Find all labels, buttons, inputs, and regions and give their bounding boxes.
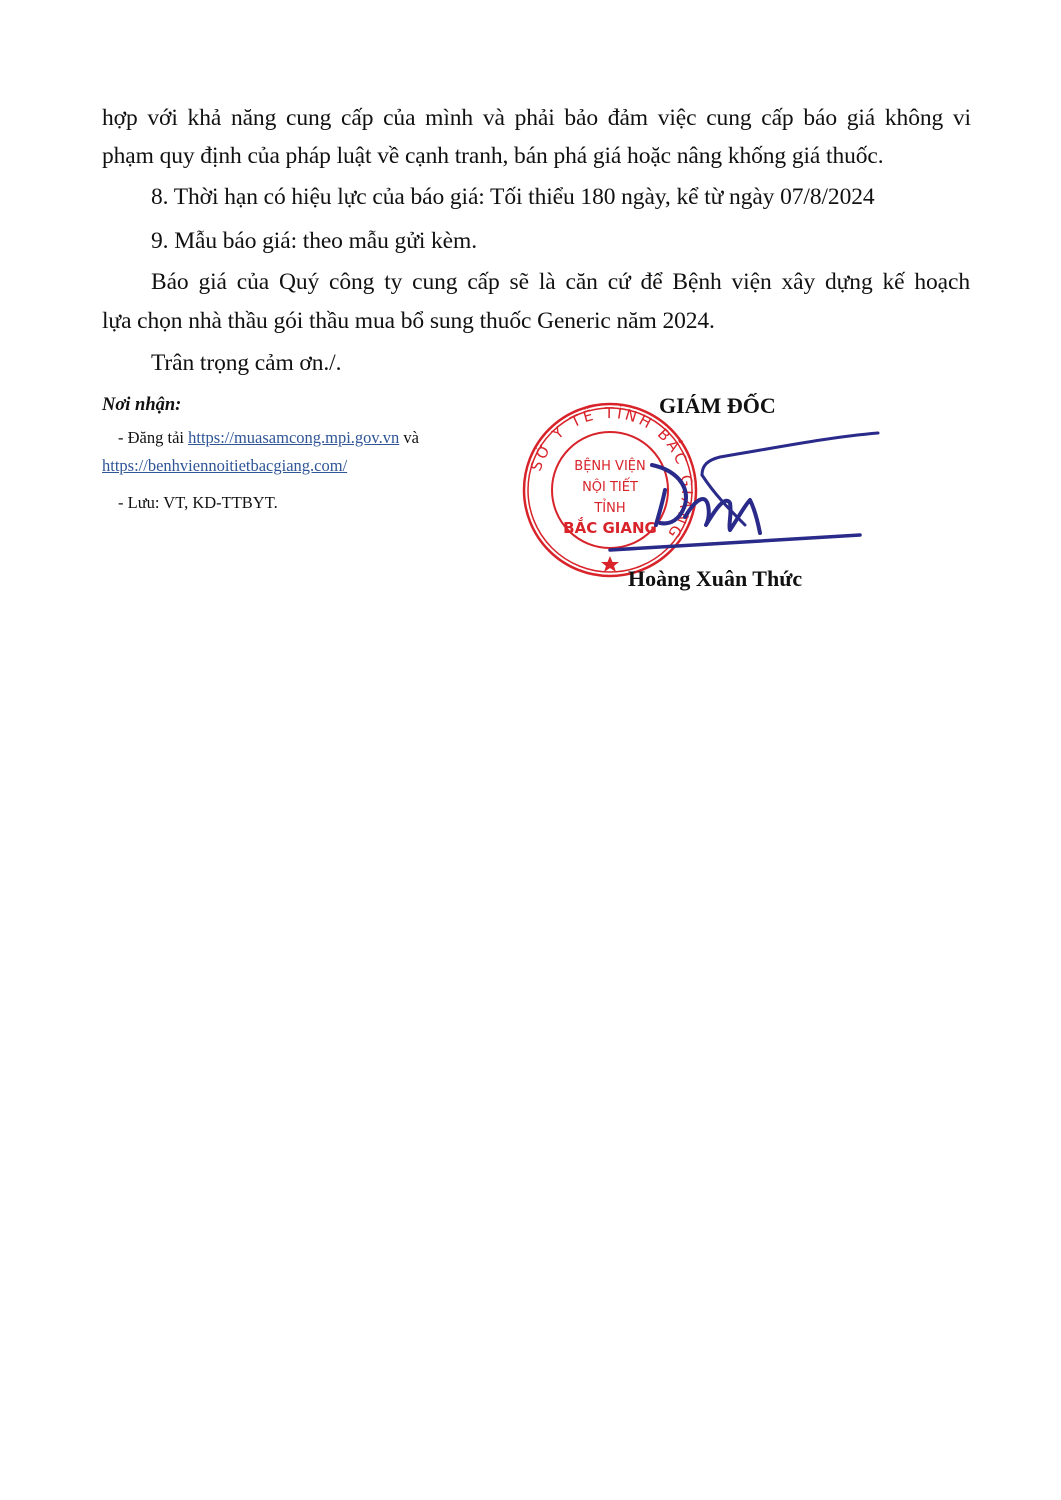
thanks-line: Trân trọng cảm ơn./. — [151, 350, 342, 376]
svg-text:BẮC GIANG: BẮC GIANG — [563, 519, 657, 537]
post-prefix: - Đăng tải — [118, 428, 189, 447]
recipients-post-line — [118, 428, 419, 448]
svg-text:SỞ Y TẾ TỈNH BẮC GIANG: SỞ Y TẾ TỈNH BẮC GIANG — [526, 403, 697, 544]
recipients-archive: - Lưu: VT, KD-TTBYT. — [118, 493, 278, 512]
svg-text:TỈNH: TỈNH — [594, 501, 626, 516]
recipients-link-line — [102, 456, 347, 476]
signer-name: Hoàng Xuân Thức — [628, 566, 803, 591]
recipients-title: Nơi nhận: — [102, 395, 182, 415]
body-line-2: phạm quy định của pháp luật về cạnh tranh, bán phá giá hoặc nâng khống giá thuốc. — [102, 143, 884, 169]
signature-icon — [590, 425, 890, 565]
svg-text:NỘI TIẾT: NỘI TIẾT — [582, 480, 638, 495]
link-hospital-site[interactable]: https://benhviennoitietbacgiang.com/ — [102, 456, 348, 475]
closing-paragraph-line-2: lựa chọn nhà thầu gói thầu mua bổ sung thuốc Generic năm 2024. — [102, 308, 715, 334]
closing-paragraph-line-1: Báo giá của Quý công ty cung cấp sẽ là căn cứ để Bệnh viện xây dựng kế hoạch — [151, 269, 970, 295]
body-line-1: hợp với khả năng cung cấp của mình và phải bảo đảm việc cung cấp báo giá không vi — [102, 105, 971, 131]
item-9: 9. Mẫu báo giá: theo mẫu gửi kèm. — [151, 228, 477, 254]
connector: và — [399, 428, 419, 447]
item-8: 8. Thời hạn có hiệu lực của báo giá: Tối thiểu 180 ngày, kể từ ngày 07/8/2024 — [151, 184, 875, 210]
signer-title: GIÁM ĐỐC — [659, 393, 776, 418]
link-muasamcong[interactable]: https://muasamcong.mpi.gov.vn — [188, 428, 400, 447]
svg-text:BỆNH VIỆN: BỆNH VIỆN — [574, 459, 646, 474]
